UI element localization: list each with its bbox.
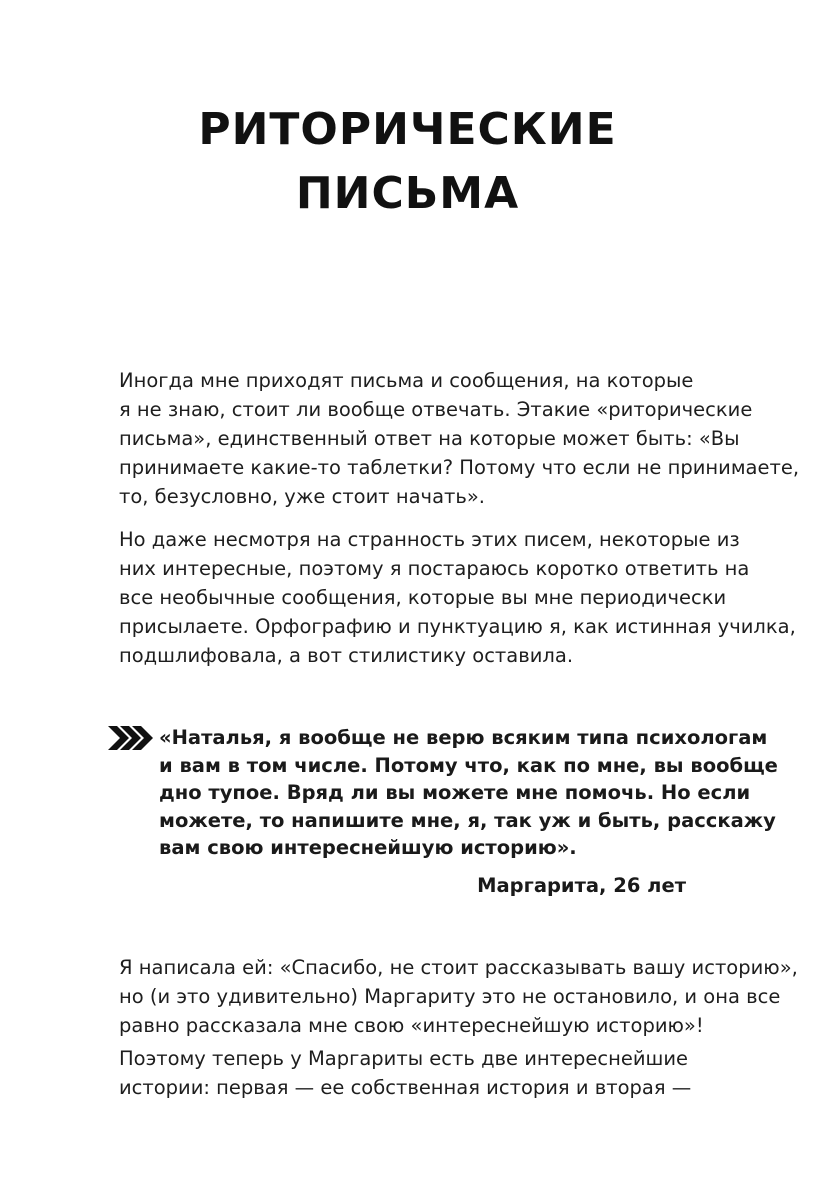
chapter-title (0, 98, 815, 226)
second-paragraph (119, 525, 796, 670)
reply-paragraph (119, 953, 798, 1040)
reader-letter-quote (159, 724, 778, 862)
paragraph-line: равно рассказала мне свою «интереснейшую историю»! (119, 1014, 704, 1037)
paragraph-line: я не знаю, стоит ли вообще отвечать. Этакие «риторические (119, 398, 753, 421)
paragraph-line: подшлифовала, а вот стилистику оставила. (119, 644, 574, 667)
paragraph-line: присылаете. Орфографию и пунктуацию я, как истинная училка, (119, 615, 796, 638)
paragraph-line: них интересные, поэтому я постараюсь коротко ответить на (119, 557, 750, 580)
paragraph-line: то, безусловно, уже стоит начать». (119, 485, 485, 508)
quote-line: вам свою интереснейшую историю». (159, 836, 577, 859)
quote-line: дно тупое. Вряд ли вы можете мне помочь. Но если (159, 781, 751, 804)
paragraph-line: принимаете какие-то таблетки? Потому что если не принимаете, (119, 456, 800, 479)
closing-paragraph (119, 1044, 739, 1102)
paragraph-line: Поэтому теперь у Маргариты есть две интереснейшие (119, 1047, 689, 1070)
quote-signature: Маргарита, 26 лет (477, 874, 686, 897)
quote-line: можете, то напишите мне, я, так уж и быть, расскажу (159, 808, 776, 832)
paragraph-line: Иногда мне приходят письма и сообщения, на которые (119, 369, 694, 392)
paragraph-line: истории: первая — ее собственная история и вторая — (119, 1076, 692, 1099)
paragraph-line: Я написала ей: «Спасибо, не стоит рассказывать вашу историю», (119, 956, 798, 979)
chapter-title-line-1: РИТОРИЧЕСКИЕ (198, 104, 617, 155)
paragraph-line: все необычные сообщения, которые вы мне периодически (119, 586, 727, 609)
chapter-title-line-2: ПИСЬМА (295, 168, 520, 219)
paragraph-line: Но даже несмотря на странность этих писем, некоторые из (119, 528, 740, 551)
paragraph-line: письма», единственный ответ на которые может быть: «Вы (119, 427, 740, 450)
quote-line: и вам в том числе. Потому что, как по мне, вы вообще (159, 753, 778, 777)
quote-line: «Наталья, я вообще не верю всяким типа психологам (159, 726, 768, 749)
triple-chevron-right-icon (108, 725, 156, 751)
paragraph-line: но (и это удивительно) Маргариту это не остановило, и она все (119, 985, 781, 1008)
intro-paragraph (119, 366, 800, 511)
